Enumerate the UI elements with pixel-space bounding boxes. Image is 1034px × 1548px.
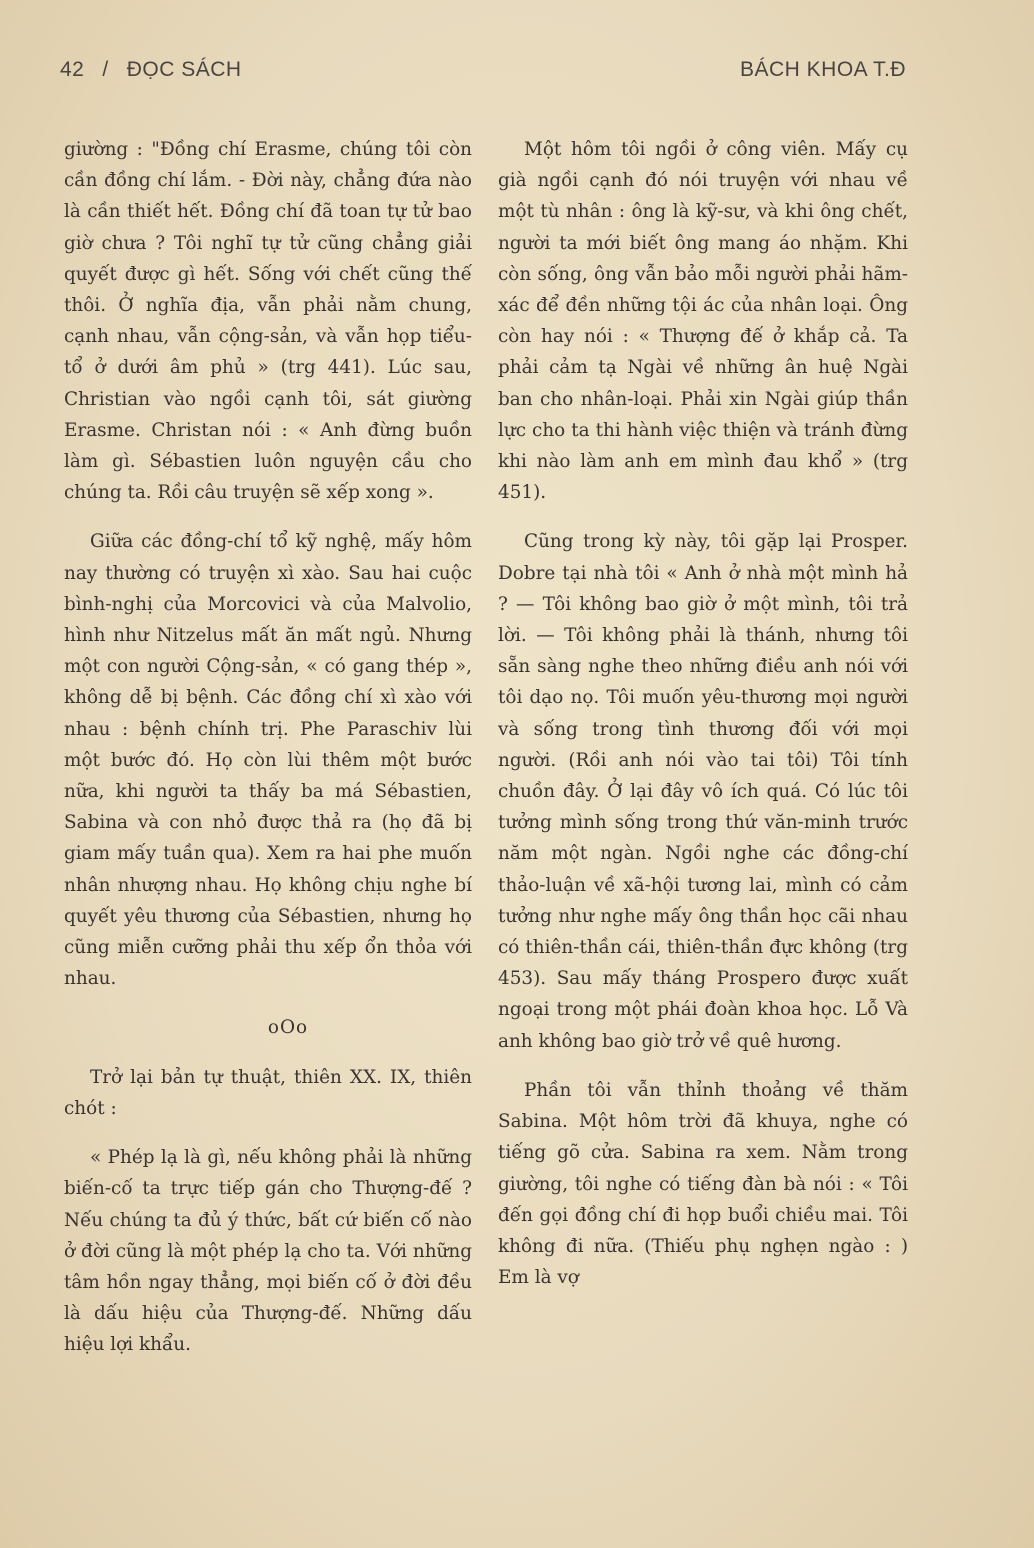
page-header [60,58,906,88]
paragraph: Cũng trong kỳ này, tôi gặp lại Prosper. Dobre tại nhà tôi « Anh ở nhà một mình hả ? — Tôi không bao giờ ở một mình, tôi trả lời. — Tôi không phải là thánh, nhưng tôi sẵn sàng nghe theo những điều anh nói với tôi dạo nọ. Tôi muốn yêu-thương mọi người và sống trong tình thương đối với mọi người. (Rồi anh nói vào tai tôi) Tôi tính chuồn đây. Ở lại đây vô ích quá. Có lúc tôi tưởng mình sống trong thứ văn-minh trước năm một ngàn. Ngồi nghe các đồng-chí thảo-luận về xã-hội tương lai, mình có cảm tưởng như nghe mấy ông thần học cãi nhau có thiên-thần cái, thiên-thần đực không (trg 453). Sau mấy tháng Prospero được xuất ngoại trong một phái đoàn khoa học. Lỗ Và anh không bao giờ trở về quê hương. [498,531,908,1052]
paragraph: « Phép lạ là gì, nếu không phải là những biến-cố ta trực tiếp gán cho Thượng-đế ? Nếu chúng ta đủ ý thức, bất cứ biến cố nào ở đời cũng là một phép lạ cho ta. Với những tâm hồn ngay thẳng, mọi biến cố ở đời đều là dấu hiệu của Thượng-đế. Những dấu hiệu lợi khẩu. [64,1147,472,1356]
section-title: ĐỌC SÁCH [126,58,242,81]
paragraph-gap [64,1044,472,1062]
paragraph: Một hôm tôi ngồi ở công viên. Mấy cụ già ngồi cạnh đó nói truyện với nhau về một tù nhân : ông là kỹ-sư, và khi ông chết, người ta mới biết ông mang áo nhặm. Khi còn sống, ông vẫn bảo mỗi người phải hãm-xác để đền những tội ác của nhân loại. Ông còn hay nói : « Thượng đế ở khắp cả. Ta phải cảm tạ Ngài về những ân huệ Ngài ban cho nhân-loại. Phải xin Ngài giúp thần lực cho ta thi hành việc thiện và tránh đừng khi nào làm anh em mình đau khổ » (trg 451). [498,139,908,504]
left-column [64,134,472,1361]
section-divider: oOo [267,1017,309,1039]
magazine-title: BÁCH KHOA T.Đ [740,58,906,81]
right-column [498,134,908,1293]
paragraph-gap [64,1124,472,1142]
paragraph: Giữa các đồng-chí tổ kỹ nghệ, mấy hôm nay thường có truyện xì xào. Sau hai cuộc bình-nghị của Morcovici và của Malvolio, hình như Nitzelus mất ăn mất ngủ. Nhưng một con người Cộng-sản, « có gang thép », không dễ bị bệnh. Các đồng chí xì xào với nhau : bệnh chính trị. Phe Paraschiv lùi một bước đó. Họ còn lùi thêm một bước nữa, khi người ta thấy ba má Sébastien, Sabina và con nhỏ được thả ra (họ đã bị giam mấy tuần qua). Xem ra hai phe muốn nhân nhượng nhau. Họ không chịu nghe bí quyết yêu thương của Sébastien, nhưng họ cũng miễn cưỡng phải thu xếp ổn thỏa với nhau. [64,531,472,990]
header-separator: / [102,58,109,81]
paragraph-gap [64,994,472,1012]
paragraph: Trở lại bản tự thuật, thiên XX. IX, thiên chót : [64,1066,472,1119]
paragraph-gap [498,1057,908,1075]
paragraph-gap [64,508,472,526]
paragraph: Phần tôi vẫn thỉnh thoảng về thăm Sabina. Một hôm trời đã khuya, nghe có tiếng gõ cửa. Sabina ra xem. Nằm trong giường, tôi nghe có tiếng đàn bà nói : « Tôi đến gọi đồng chí đi họp buổi chiều mai. Tôi không đi nữa. (Thiếu phụ nghẹn ngào : ) Em là vợ [498,1079,908,1289]
header-left [60,58,242,82]
paragraph: giường : "Đồng chí Erasme, chúng tôi còn cần đồng chí lắm. - Đời này, chẳng đứa nào là cần thiết hết. Đồng chí đã toan tự tử bao giờ chưa ? Tôi nghĩ tự tử cũng chẳng giải quyết được gì hết. Sống với chết cũng thế thôi. Ở nghĩa địa, vẫn phải nằm chung, cạnh nhau, vẫn cộng-sản, và vẫn họp tiểu-tổ ở dưới âm phủ » (trg 441). Lúc sau, Christian vào ngồi cạnh tôi, sát giường Erasme. Christan nói : « Anh đừng buồn làm gì. Sébastien luôn nguyện cầu cho chúng ta. Rồi câu truyện sẽ xếp xong ». [64,139,472,504]
paragraph-gap [498,508,908,526]
page-number: 42 [60,58,85,81]
